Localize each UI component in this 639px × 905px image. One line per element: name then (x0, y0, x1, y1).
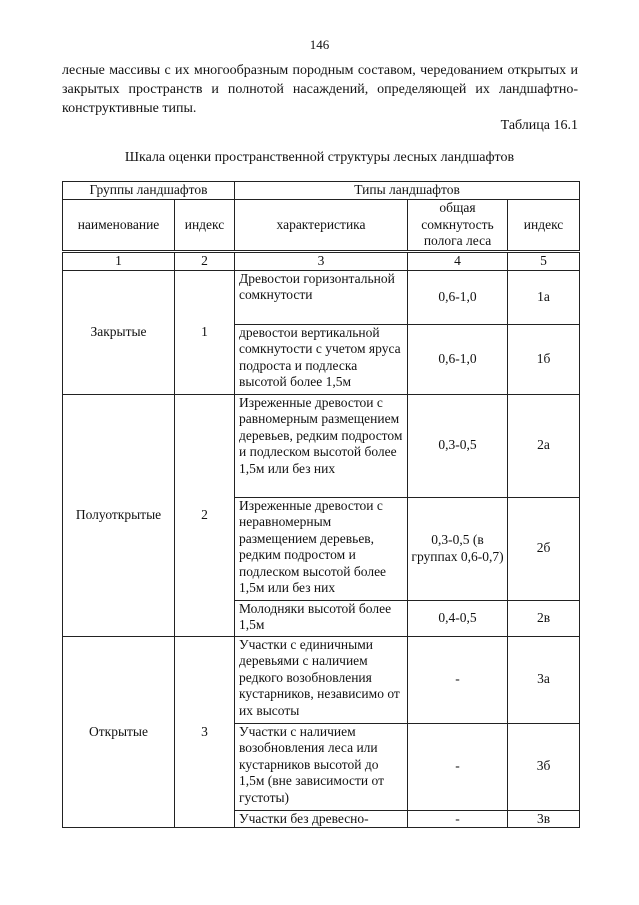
header-name: наименование (63, 200, 175, 252)
type-closure: 0,6-1,0 (408, 324, 508, 394)
landscape-structure-table (62, 181, 580, 828)
type-characteristic: Участки с единичными деревьями с наличием редкого возобновления кустарников, независимо от их высоты (235, 636, 408, 723)
header-closure: общая сомкнутость полога леса (408, 200, 508, 252)
type-closure: - (408, 636, 508, 723)
group-name: Полуоткрытые (63, 394, 175, 636)
type-index: 2а (508, 394, 580, 497)
type-closure: 0,6-1,0 (408, 270, 508, 324)
column-number: 5 (508, 252, 580, 271)
type-index: 3б (508, 723, 580, 810)
header-group-index: индекс (175, 200, 235, 252)
type-characteristic: Изреженные древостои с равномерным размещением деревьев, редким подростом и подлеском высотой более 1,5м или без них (235, 394, 408, 497)
type-index: 3а (508, 636, 580, 723)
column-number: 2 (175, 252, 235, 271)
group-index: 1 (175, 270, 235, 394)
type-closure: - (408, 723, 508, 810)
table-row (63, 394, 580, 497)
type-index: 1б (508, 324, 580, 394)
type-closure: 0,3-0,5 (в группах 0,6-0,7) (408, 497, 508, 600)
page-number: 146 (309, 37, 330, 52)
type-index: 3в (508, 810, 580, 828)
table-label: Таблица 16.1 (500, 118, 578, 133)
table-row (63, 270, 580, 324)
type-closure: - (408, 810, 508, 828)
column-number: 3 (235, 252, 408, 271)
header-groups: Группы ландшафтов (63, 182, 235, 200)
type-closure: 0,4-0,5 (408, 600, 508, 636)
type-index: 1а (508, 270, 580, 324)
intro-paragraph: лесные массивы с их многообразным породным составом, чередованием открытых и закрытых пространств и полнотой насаждений, определяющей их ландшафтно-конструктивные типы. (62, 63, 578, 116)
type-characteristic: Участки без древесно- (235, 810, 408, 828)
column-number: 4 (408, 252, 508, 271)
header-characteristic: характеристика (235, 200, 408, 252)
column-number: 1 (63, 252, 175, 271)
header-type-index: индекс (508, 200, 580, 252)
group-name: Открытые (63, 636, 175, 828)
type-characteristic: Участки с наличием возобновления леса или кустарников высотой до 1,5м (вне зависимости от густоты) (235, 723, 408, 810)
type-characteristic: древостои вертикальной сомкнутости с учетом яруса подроста и подлеска высотой более 1,5м (235, 324, 408, 394)
type-closure: 0,3-0,5 (408, 394, 508, 497)
table-title: Шкала оценки пространственной структуры лесных ландшафтов (124, 150, 515, 165)
group-name: Закрытые (63, 270, 175, 394)
group-index: 3 (175, 636, 235, 828)
type-characteristic: Молодняки высотой более 1,5м (235, 600, 408, 636)
group-index: 2 (175, 394, 235, 636)
type-index: 2б (508, 497, 580, 600)
table-row (63, 636, 580, 723)
header-types: Типы ландшафтов (235, 182, 580, 200)
type-index: 2в (508, 600, 580, 636)
type-characteristic: Изреженные древостои с неравномерным размещением деревьев, редким подростом и подлеском высотой более 1,5м или без них (235, 497, 408, 600)
type-characteristic: Древостои горизонтальной сомкнутости (235, 270, 408, 324)
